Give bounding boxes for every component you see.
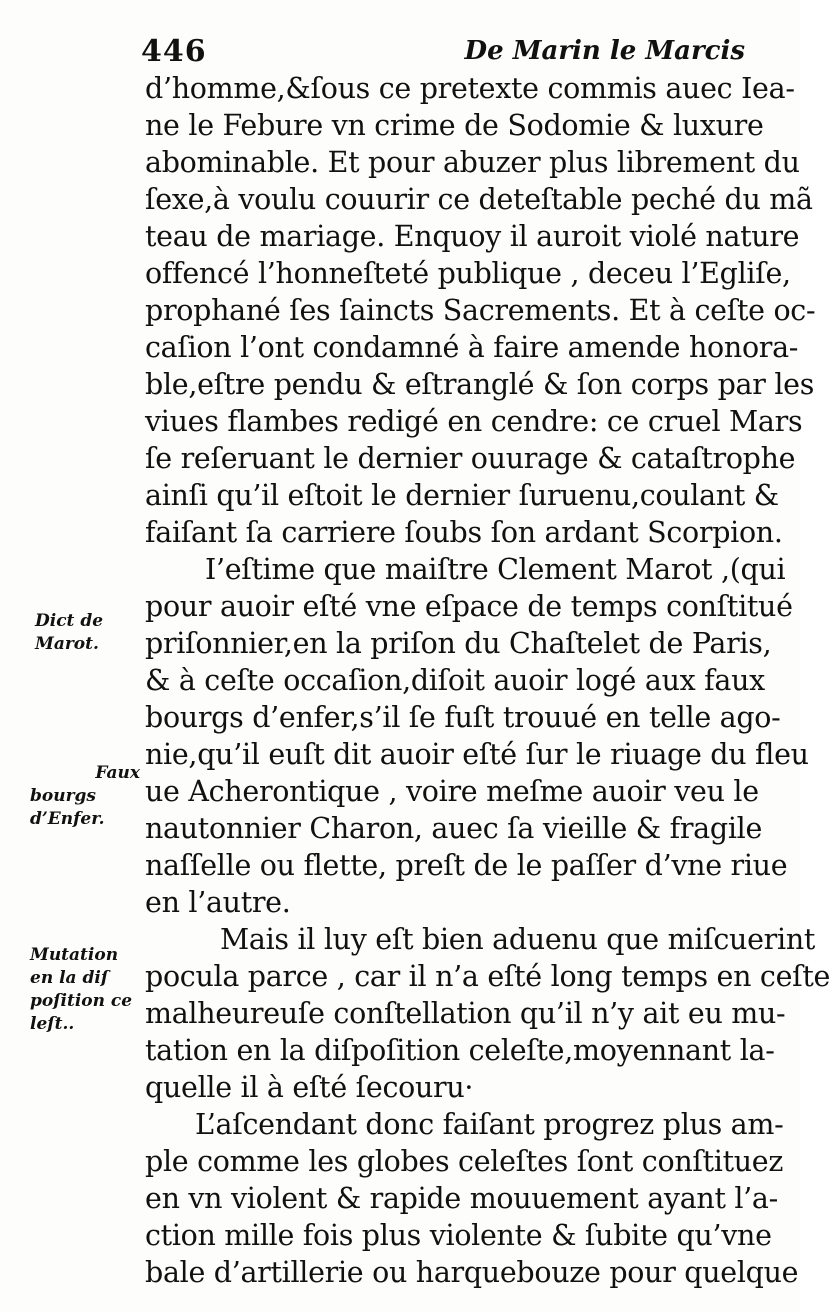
margin-note-line: bourgs xyxy=(30,786,96,806)
margin-note-line: Mutation xyxy=(30,945,119,965)
page-header xyxy=(135,30,755,70)
text-line: pour auoir eſté vne eſpace de temps conſtitué xyxy=(145,590,793,623)
text-line: nie,qu’il euſt dit auoir eſté ſur le riuage du fleu xyxy=(145,738,809,771)
margin-note-line: poſition ce xyxy=(30,991,133,1011)
text-line: ble,eſtre pendu & eſtranglé & ſon corps par les xyxy=(145,368,815,401)
text-line: bale d’artillerie ou harquebouze pour quelque xyxy=(145,1256,799,1289)
text-line: priſonnier,en la priſon du Chaſtelet de Paris, xyxy=(145,627,772,660)
body-text xyxy=(145,70,830,1291)
text-line: prophané ſes ſaincts Sacrements. Et à ceſte oc- xyxy=(145,294,816,327)
text-line: faiſant ſa carriere ſoubs ſon ardant Scorpion. xyxy=(145,516,783,549)
text-line: nautonnier Charon, auec ſa vieille & fragile xyxy=(145,812,763,845)
margin-note-line: leſt.. xyxy=(30,1014,75,1034)
text-line: pocula parce , car il n’a eſté long temps en ceſte xyxy=(145,960,830,993)
text-line: naſſelle ou flette, preſt de le paſſer d’vne riue xyxy=(145,849,788,882)
text-line: ainſi qu’il eſtoit le dernier ſuruenu,coulant & xyxy=(145,479,779,512)
text-line: ne le Febure vn crime de Sodomie & luxure xyxy=(145,109,764,142)
text-line: Mais il luy eſt bien aduenu que miſcuerint xyxy=(220,923,816,956)
margin-note-marot xyxy=(35,610,140,656)
text-line: en l’autre. xyxy=(145,886,291,919)
margin-note-line: d’Enfer. xyxy=(30,809,105,829)
text-line: caſion l’ont condamné à faire amende honora- xyxy=(145,331,799,364)
text-line: ſe reſeruant le dernier ouurage & cataſtrophe xyxy=(145,442,796,475)
text-line: viues flambes redigé en cendre: ce cruel Mars xyxy=(145,405,803,438)
text-line: ction mille fois plus violente & ſubite qu’vne xyxy=(145,1219,772,1252)
text-line: ſexe,à voulu couurir ce deteſtable peché du mã xyxy=(145,183,813,216)
margin-note-line: en la diſ xyxy=(30,968,109,988)
margin-note-mutation xyxy=(30,944,142,1036)
text-line: d’homme,&ſous ce pretexte commis auec Iea- xyxy=(145,72,795,105)
margin-note-line: Marot. xyxy=(35,634,99,654)
page-number: 446 xyxy=(141,34,207,69)
text-line: malheureuſe conſtellation qu’il n’y ait eu mu- xyxy=(145,997,786,1030)
text-line: ue Acherontique , voire meſme auoir veu le xyxy=(145,775,759,808)
margin-note-faux-bourgs xyxy=(30,762,140,831)
running-title: De Marin le Marcis xyxy=(464,36,745,66)
text-line: bourgs d’enfer,s’il ſe fuſt trouué en telle ago- xyxy=(145,701,781,734)
text-line: teau de mariage. Enquoy il auroit violé nature xyxy=(145,220,800,253)
text-line: L’aſcendant donc faiſant progrez plus am- xyxy=(195,1108,784,1141)
text-line: & à ceſte occaſion,diſoit auoir logé aux faux xyxy=(145,664,765,697)
text-line: abominable. Et pour abuzer plus librement du xyxy=(145,146,800,179)
margin-note-line: Dict de xyxy=(35,611,104,631)
text-line: tation en la diſpoſition celeſte,moyennant la- xyxy=(145,1034,775,1067)
margin-note-line: Faux xyxy=(95,763,140,783)
text-line: offencé l’honneſteté publique , deceu l’Egliſe, xyxy=(145,257,791,290)
text-line: en vn violent & rapide mouuement ayant l’a- xyxy=(145,1182,778,1215)
text-line: ple comme les globes celeſtes ſont conſtituez xyxy=(145,1145,784,1178)
text-line: I’eſtime que maiſtre Clement Marot ,(qui xyxy=(205,553,786,586)
text-line: quelle il à eſté ſecouru· xyxy=(145,1071,474,1104)
